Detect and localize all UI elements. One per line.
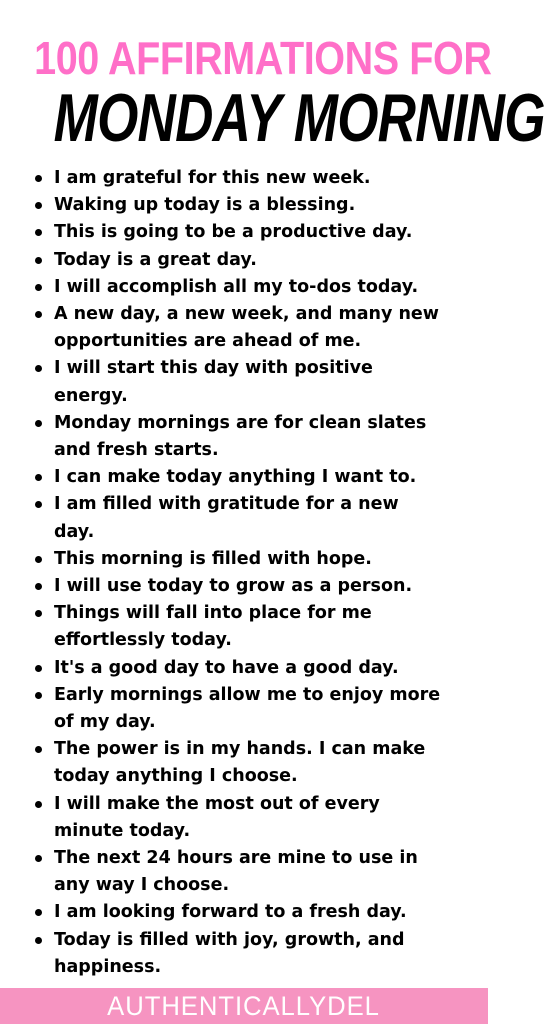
list-item xyxy=(0,736,488,790)
list-item xyxy=(0,682,488,736)
affirmation-text: I am grateful for this new week. xyxy=(54,168,371,188)
list-item xyxy=(0,192,488,219)
list-item xyxy=(0,791,488,845)
list-item xyxy=(0,410,488,464)
affirmation-text: This is going to be a productive day. xyxy=(54,222,413,243)
bullet-icon xyxy=(35,311,42,318)
bullet-icon xyxy=(35,855,42,862)
bullet-icon xyxy=(35,801,42,808)
affirmation-text: This morning is filled with hope. xyxy=(54,548,372,569)
affirmation-text: I can make today anything I want to. xyxy=(54,467,417,488)
list-item xyxy=(0,899,488,926)
list-item xyxy=(0,491,488,545)
subtitle-heading: 100 AFFIRMATIONS FOR xyxy=(34,32,492,84)
affirmation-text: Today is filled with joy, growth, and happiness. xyxy=(54,929,405,977)
bullet-icon xyxy=(35,556,42,563)
list-item xyxy=(0,274,488,301)
bullet-icon xyxy=(35,175,42,182)
bullet-icon xyxy=(35,692,42,699)
affirmation-text: The next 24 hours are mine to use in any way I choose. xyxy=(54,848,418,896)
bullet-icon xyxy=(35,583,42,590)
bullet-icon xyxy=(35,937,42,944)
affirmation-text: I will start this day with positive energy. xyxy=(54,358,373,406)
list-item xyxy=(0,845,488,899)
list-item xyxy=(0,165,488,192)
affirmation-text: Monday mornings are for clean slates and fresh starts. xyxy=(54,412,427,461)
bullet-icon xyxy=(35,610,42,617)
bullet-icon xyxy=(35,474,42,481)
bullet-icon xyxy=(35,365,42,372)
affirmation-text: A new day, a new week, and many new opportunities are ahead of me. xyxy=(54,304,439,352)
bullet-icon xyxy=(35,665,42,672)
affirmation-text: Today is a great day. xyxy=(54,249,257,270)
bullet-icon xyxy=(35,420,42,427)
affirmation-text: Waking up today is a blessing. xyxy=(54,195,356,216)
affirmation-text: Early mornings allow me to enjoy more of my day. xyxy=(54,684,441,733)
bullet-icon xyxy=(35,746,42,753)
list-item xyxy=(0,573,488,600)
affirmation-text: I am filled with gratitude for a new day. xyxy=(54,494,399,542)
list-item xyxy=(0,355,488,409)
affirmation-text: I will use today to grow as a person. xyxy=(54,576,413,597)
page-title: MONDAY MORNING xyxy=(53,80,545,156)
affirmation-text: The power is in my hands. I can make today anything I choose. xyxy=(54,739,426,787)
list-item xyxy=(0,247,488,274)
list-item xyxy=(0,301,488,355)
affirmations-list xyxy=(0,165,488,981)
bullet-icon xyxy=(35,284,42,291)
list-item xyxy=(0,600,488,654)
affirmation-text: I will make the most out of every minute today. xyxy=(54,793,380,841)
affirmation-text: Things will fall into place for me effortlessly today. xyxy=(54,603,372,651)
list-item xyxy=(0,655,488,682)
affirmation-text: It's a good day to have a good day. xyxy=(54,657,399,678)
bullet-icon xyxy=(35,229,42,236)
list-item xyxy=(0,546,488,573)
list-item xyxy=(0,219,488,246)
affirmation-text: I will accomplish all my to-dos today. xyxy=(54,276,419,297)
bullet-icon xyxy=(35,909,42,916)
list-item xyxy=(0,464,488,491)
brand-name: AUTHENTICALLYDEL xyxy=(107,990,381,1021)
footer-banner xyxy=(0,988,488,1024)
affirmation-text: I am looking forward to a fresh day. xyxy=(54,902,407,923)
bullet-icon xyxy=(35,501,42,508)
bullet-icon xyxy=(35,257,42,264)
list-item xyxy=(0,927,488,981)
bullet-icon xyxy=(35,202,42,209)
